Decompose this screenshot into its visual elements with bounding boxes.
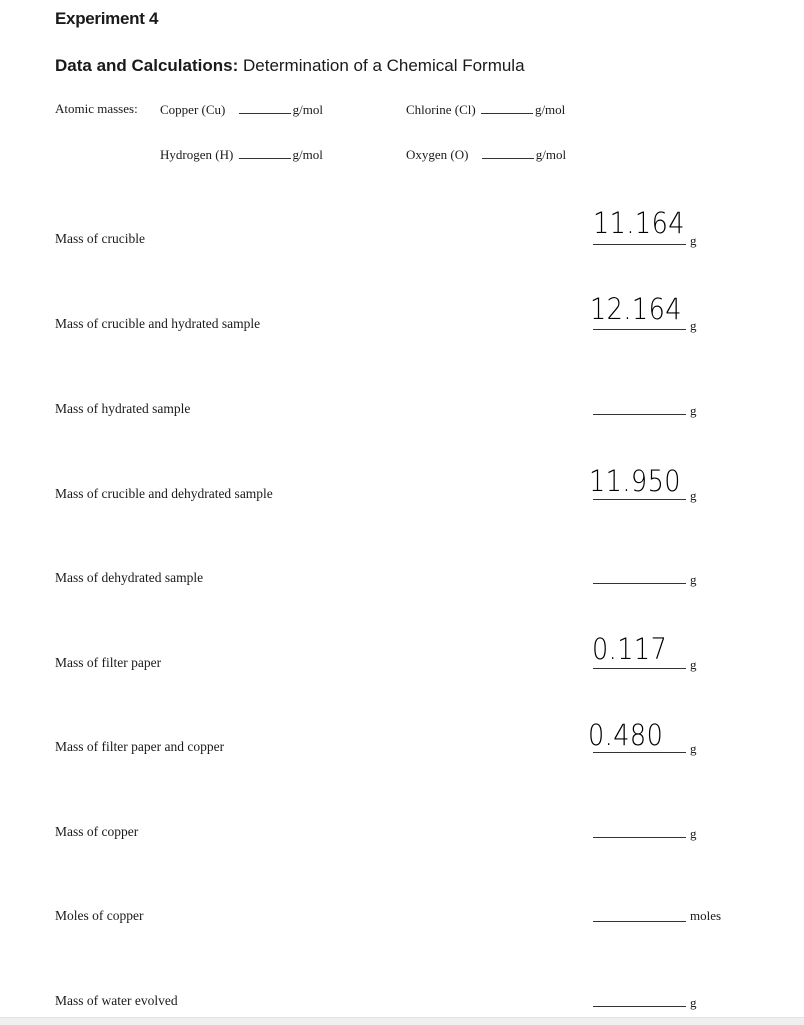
- oxygen-blank[interactable]: [482, 146, 534, 159]
- atomic-masses-label: Atomic masses:: [55, 101, 138, 116]
- hydrogen-blank[interactable]: [239, 146, 291, 159]
- answer-line-mass-of-crucible-and-hydrated-sample[interactable]: [593, 329, 686, 330]
- unit-mass-of-filter-paper-and-copper: g: [690, 741, 697, 756]
- hydrogen-unit: g/mol: [292, 147, 323, 162]
- section-title-bold: Data and Calculations:: [55, 56, 239, 75]
- unit-mass-of-crucible-and-hydrated-sample: g: [690, 318, 697, 333]
- handwritten-value-mass-of-crucible-and-hydrated-sample: 12.164: [590, 292, 682, 326]
- copper-unit: g/mol: [292, 102, 323, 117]
- section-title: [55, 56, 525, 76]
- unit-mass-of-copper: g: [690, 826, 697, 841]
- copper-blank[interactable]: [239, 101, 291, 114]
- oxygen-atomic-mass: [406, 146, 566, 163]
- unit-mass-of-filter-paper: g: [690, 657, 697, 672]
- answer-line-mass-of-crucible[interactable]: [593, 244, 686, 245]
- hydrogen-label: Hydrogen (H): [160, 147, 234, 162]
- unit-mass-of-water-evolved: g: [690, 995, 697, 1010]
- oxygen-label: Oxygen (O): [406, 147, 469, 162]
- chlorine-blank[interactable]: [481, 101, 533, 114]
- hydrogen-atomic-mass: [160, 146, 323, 163]
- unit-mass-of-dehydrated-sample: g: [690, 572, 697, 587]
- chlorine-atomic-mass: [406, 101, 565, 118]
- row-label-mass-of-crucible-and-dehydrated-sample: Mass of crucible and dehydrated sample: [55, 486, 273, 501]
- unit-mass-of-hydrated-sample: g: [690, 403, 697, 418]
- experiment-title: Experiment 4: [55, 9, 159, 28]
- unit-mass-of-crucible: g: [690, 233, 697, 248]
- answer-line-moles-of-copper[interactable]: [593, 921, 686, 922]
- answer-line-mass-of-water-evolved[interactable]: [593, 1006, 686, 1007]
- row-label-mass-of-dehydrated-sample: Mass of dehydrated sample: [55, 570, 204, 585]
- copper-label: Copper (Cu): [160, 102, 226, 117]
- section-title-rest: Determination of a Chemical Formula: [238, 56, 525, 75]
- handwritten-value-mass-of-crucible: 11.164: [593, 206, 685, 240]
- chlorine-unit: g/mol: [534, 102, 566, 117]
- unit-mass-of-crucible-and-dehydrated-sample: g: [690, 488, 697, 503]
- row-label-mass-of-water-evolved: Mass of water evolved: [55, 993, 178, 1008]
- row-label-mass-of-crucible-and-hydrated-sample: Mass of crucible and hydrated sample: [55, 316, 261, 331]
- row-label-mass-of-copper: Mass of copper: [55, 824, 139, 839]
- handwritten-value-mass-of-filter-paper-and-copper: 0.480: [588, 718, 664, 752]
- row-label-mass-of-crucible: Mass of crucible: [55, 231, 145, 246]
- unit-moles-of-copper: moles: [690, 908, 722, 923]
- answer-line-mass-of-hydrated-sample[interactable]: [593, 414, 686, 415]
- row-label-mass-of-filter-paper-and-copper: Mass of filter paper and copper: [55, 739, 225, 754]
- answer-line-mass-of-dehydrated-sample[interactable]: [593, 583, 686, 584]
- handwritten-value-mass-of-filter-paper: 0.117: [592, 632, 668, 666]
- row-label-mass-of-hydrated-sample: Mass of hydrated sample: [55, 401, 191, 416]
- row-label-moles-of-copper: Moles of copper: [55, 908, 144, 923]
- row-label-mass-of-filter-paper: Mass of filter paper: [55, 655, 162, 670]
- copper-atomic-mass: [160, 101, 323, 118]
- answer-line-mass-of-crucible-and-dehydrated-sample[interactable]: [593, 499, 686, 500]
- chlorine-label: Chlorine (Cl): [406, 102, 476, 117]
- oxygen-unit: g/mol: [535, 147, 567, 162]
- answer-line-mass-of-filter-paper[interactable]: [593, 668, 686, 669]
- answer-line-mass-of-copper[interactable]: [593, 837, 686, 838]
- answer-line-mass-of-filter-paper-and-copper[interactable]: [593, 752, 686, 753]
- handwritten-value-mass-of-crucible-and-dehydrated-sample: 11.950: [589, 464, 681, 498]
